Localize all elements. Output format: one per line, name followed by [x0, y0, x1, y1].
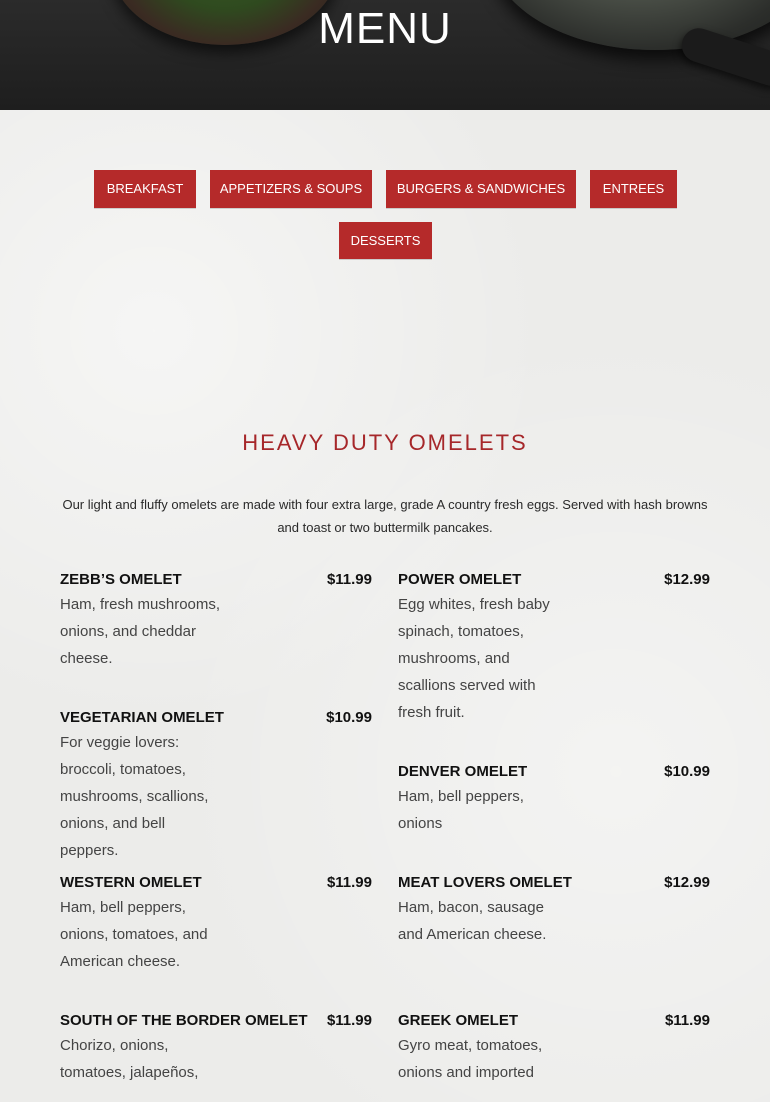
menu-item-description: Ham, bell peppers, onions — [398, 788, 524, 832]
menu-item-description: Gyro meat, tomatoes, onions and imported — [398, 1037, 543, 1081]
section-intro: Our light and fluffy omelets are made with four extra large, grade A country fresh eggs. Served with hash browns and toast or two buttermilk pancakes. — [62, 497, 708, 535]
page-title: MENU — [318, 4, 452, 53]
menu-item-description: Egg whites, fresh baby spinach, tomatoes, mushrooms, and scallions served with fresh fruit. — [398, 596, 550, 721]
menu-item-name: GREEK OMELET — [398, 1012, 519, 1029]
menu-item-description: For veggie lovers: broccoli, tomatoes, mushrooms, scallions, onions, and bell peppers. — [60, 734, 209, 859]
menu-item-price: $11.99 — [326, 571, 372, 588]
menu-item-name: VEGETARIAN OMELET — [60, 709, 224, 726]
menu-item-price: $11.99 — [326, 874, 372, 891]
menu-item-name: POWER OMELET — [398, 571, 522, 588]
menu-item-description: Chorizo, onions, tomatoes, jalapeños, — [60, 1037, 199, 1081]
menu-item-description: Ham, bacon, sausage and American cheese. — [398, 899, 547, 943]
menu-item-name: WESTERN OMELET — [60, 874, 202, 891]
menu-item-description: Ham, bell peppers, onions, tomatoes, and American cheese. — [60, 899, 208, 970]
menu-item-description: Ham, fresh mushrooms, onions, and cheddar cheese. — [60, 596, 221, 667]
tab-appetizers-soups[interactable]: APPETIZERS & SOUPS — [210, 170, 372, 208]
tab-breakfast[interactable]: BREAKFAST — [94, 170, 196, 208]
section-title: HEAVY DUTY OMELETS — [242, 430, 528, 455]
tab-burgers-sandwiches[interactable]: BURGERS & SANDWICHES — [386, 170, 576, 208]
menu-item-price: $11.99 — [326, 1012, 372, 1029]
tab-entrees[interactable]: ENTREES — [590, 170, 677, 208]
menu-item-price: $10.99 — [326, 709, 372, 726]
menu-item-price: $12.99 — [664, 571, 710, 588]
menu-item-price: $11.99 — [664, 1012, 710, 1029]
menu-item-price: $10.99 — [664, 763, 710, 780]
menu-item-name: DENVER OMELET — [398, 763, 528, 780]
tab-desserts[interactable]: DESSERTS — [339, 222, 432, 259]
menu-item-name: MEAT LOVERS OMELET — [398, 874, 572, 891]
menu-item-name: SOUTH OF THE BORDER OMELET — [60, 1012, 308, 1029]
hero-banner — [0, 0, 770, 110]
menu-item-name: ZEBB’S OMELET — [60, 571, 182, 588]
menu-item-price: $12.99 — [664, 874, 710, 891]
